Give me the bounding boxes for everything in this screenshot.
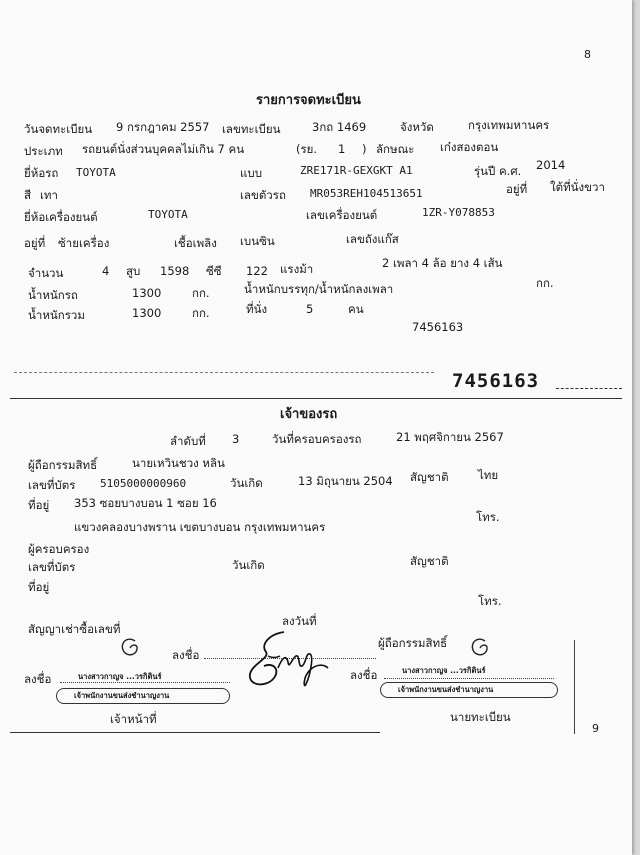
- address-line-2: แขวงคลองบางพราน เขตบางบอน กรุงเทพมหานคร: [74, 520, 326, 534]
- owner-section-right-border: [574, 640, 575, 734]
- year-label: รุ่นปี ค.ศ.: [474, 164, 522, 178]
- sign-right-line: [384, 678, 554, 679]
- section-title-owner: เจ้าของรถ: [280, 407, 338, 422]
- load-unit: กก.: [536, 276, 554, 290]
- code-label: (รย.: [296, 142, 318, 156]
- seats-label: ที่นั่ง: [246, 302, 268, 316]
- weight-unit: กก.: [192, 286, 210, 300]
- fuel-value: เบนซิน: [240, 234, 275, 248]
- holder-label: ผู้ถือกรรมสิทธิ์: [28, 458, 98, 472]
- dob-value: 13 มิถุนายน 2504: [298, 474, 393, 488]
- load-label: น้ำหนักบรรทุก/น้ำหนักลงเพลา: [244, 282, 394, 296]
- seats-unit: คน: [348, 302, 364, 316]
- nationality-label: สัญชาติ: [410, 470, 449, 484]
- count-label: จำนวน: [28, 266, 64, 280]
- owner-section-top-border: [10, 398, 622, 399]
- contract-label: สัญญาเช่าซื้อเลขที่: [28, 622, 121, 636]
- page-break-line: [14, 372, 434, 373]
- own-date-label: วันที่ครอบครองรถ: [272, 432, 362, 446]
- engine-brand-value: TOYOTA: [148, 208, 188, 221]
- engine-at-label: อยู่ที่: [24, 236, 46, 250]
- id-value: 5105000000960: [100, 477, 187, 490]
- weight-label: น้ำหนักรถ: [28, 288, 78, 302]
- hp-label: แรงม้า: [280, 262, 314, 276]
- engine-no-value: 1ZR-Y078853: [422, 206, 495, 219]
- page-number-top: 8: [584, 48, 591, 61]
- dob-label: วันเกิด: [230, 476, 263, 490]
- code-close: ): [362, 142, 367, 156]
- registrar-label: นายทะเบียน: [450, 710, 511, 724]
- owner-holder-label: ผู้ถือกรรมสิทธิ์: [378, 636, 448, 650]
- signed-date-label: ลงวันที่: [282, 614, 317, 628]
- weight-value: 1300: [132, 286, 162, 300]
- stamp-position-right: เจ้าพนักงานขนส่งชำนาญงาน: [398, 685, 494, 694]
- brand-label: ยี่ห้อรถ: [24, 166, 59, 180]
- possessor-label: ผู้ครอบครอง: [28, 542, 90, 556]
- color-value: เทา: [40, 188, 58, 202]
- seq-value: 3: [232, 432, 240, 446]
- reg-date-label: วันจดทะเบียน: [24, 122, 93, 136]
- stamp-name-left: นางสาวกาญจ ...วรกิตินร์: [78, 672, 162, 681]
- chassis-label: เลขตัวรถ: [240, 188, 286, 202]
- officer-label: เจ้าหน้าที่: [110, 712, 157, 726]
- type-label: ประเภท: [24, 144, 63, 158]
- nationality-value: ไทย: [478, 468, 499, 482]
- color-label: สี: [24, 188, 32, 202]
- possessor-address-label: ที่อยู่: [28, 580, 50, 594]
- seats-value: 5: [306, 302, 314, 316]
- style-label: ลักษณะ: [376, 142, 415, 156]
- address-line-1: 353 ซอยบางบอน 1 ซอย 16: [74, 496, 217, 510]
- total-weight-unit: กก.: [192, 306, 210, 320]
- chassis-at-value: ใต้ที่นั่งขวา: [550, 180, 605, 194]
- doc-number: 7456163: [412, 320, 464, 334]
- plate-label: เลขทะเบียน: [222, 122, 281, 136]
- reg-date-value: 9 กรกฎาคม 2557: [116, 120, 210, 134]
- initial-mark-right: [468, 636, 492, 660]
- cylinder-label: สูบ: [126, 264, 141, 278]
- total-weight-value: 1300: [132, 306, 162, 320]
- seq-label: ลำดับที่: [170, 434, 206, 448]
- page-break-dash: [556, 388, 622, 389]
- total-weight-label: น้ำหนักรวม: [28, 308, 85, 322]
- sign-right-label: ลงชื่อ: [350, 668, 378, 682]
- possessor-nationality-label: สัญชาติ: [410, 554, 449, 568]
- fuel-label: เชื้อเพลิง: [174, 236, 217, 250]
- plate-value: 3กถ 1469: [312, 120, 367, 134]
- cc-label: ซีซี: [206, 264, 222, 278]
- engine-brand-label: ยี่ห้อเครื่องยนต์: [24, 210, 98, 224]
- page-number-bottom: 9: [592, 722, 599, 735]
- gas-tank-label: เลขถังแก๊ส: [346, 232, 399, 246]
- model-value: ZRE171R-GEXGKT A1: [300, 164, 413, 177]
- own-date-value: 21 พฤศจิกายน 2567: [396, 430, 504, 444]
- possessor-dob-label: วันเกิด: [232, 558, 265, 572]
- cc-value: 1598: [160, 264, 190, 278]
- stamp-name-right: นางสาวกาญจ ...วรกิตินร์: [402, 666, 486, 675]
- type-value: รถยนต์นั่งส่วนบุคคลไม่เกิน 7 คน: [82, 142, 245, 156]
- sign-left-label: ลงชื่อ: [24, 672, 52, 686]
- chassis-value: MR053REH104513651: [310, 187, 423, 200]
- brand-value: TOYOTA: [76, 166, 116, 179]
- owner-section-bottom-border: [10, 732, 380, 733]
- model-label: แบบ: [240, 166, 263, 180]
- sign-label: ลงชื่อ: [172, 648, 200, 662]
- holder-value: นายเหวินชวง หลิน: [132, 456, 225, 470]
- cylinder-value: 4: [102, 264, 110, 278]
- tel-label: โทร.: [476, 510, 500, 524]
- section-title-registration: รายการจดทะเบียน: [256, 93, 361, 108]
- code-value: 1: [338, 142, 346, 156]
- province-label: จังหวัด: [400, 120, 434, 134]
- stamp-position-left: เจ้าพนักงานขนส่งชำนาญงาน: [74, 691, 170, 700]
- province-value: กรุงเทพมหานคร: [468, 118, 550, 132]
- address-label: ที่อยู่: [28, 498, 50, 512]
- possessor-id-label: เลขที่บัตร: [28, 560, 76, 574]
- year-value: 2014: [536, 158, 566, 172]
- engine-no-label: เลขเครื่องยนต์: [306, 208, 378, 222]
- initial-mark-left: [118, 636, 142, 660]
- hp-value: 122: [246, 264, 268, 278]
- engine-at-value: ซ้ายเครื่อง: [58, 236, 110, 250]
- possessor-tel-label: โทร.: [478, 594, 502, 608]
- big-stamped-number: 7456163: [452, 370, 540, 392]
- style-value: เก๋งสองตอน: [440, 140, 499, 154]
- chassis-at-label: อยู่ที่: [506, 182, 528, 196]
- id-label: เลขที่บัตร: [28, 478, 76, 492]
- handwritten-signature: [244, 628, 334, 694]
- axle-text: 2 เพลา 4 ล้อ ยาง 4 เส้น: [382, 256, 503, 270]
